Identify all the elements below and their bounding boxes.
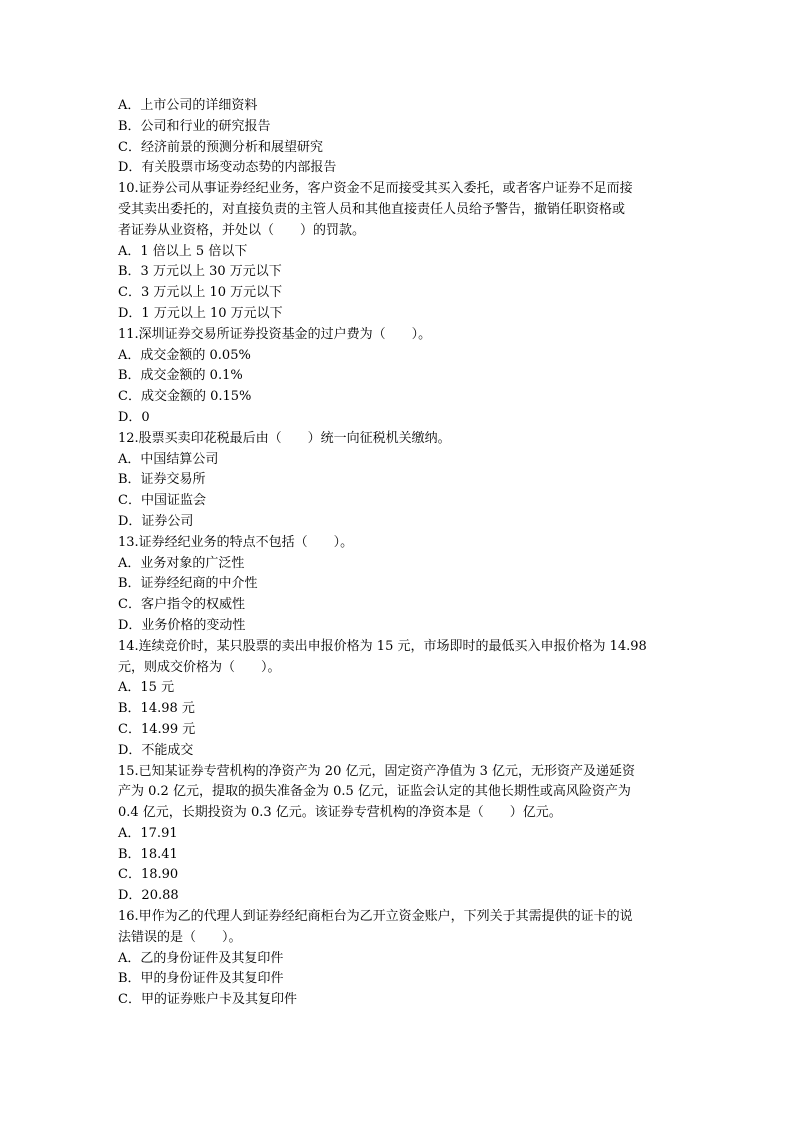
question-stem xyxy=(118,325,678,346)
question-stem xyxy=(118,762,678,824)
question-line: 0.4 亿元，长期投资为 0.3 亿元。该证券专营机构的净资本是（ ）亿元。 xyxy=(118,805,562,821)
question-line: 元，则成交价格为（ ）。 xyxy=(118,659,281,675)
answer-option: D．有关股票市场变动态势的内部报告 xyxy=(118,160,337,176)
question-stem xyxy=(118,179,678,241)
answer-option: A．17.91 xyxy=(118,825,178,841)
question-line: 11.深圳证券交易所证券投资基金的过户费为（ ）。 xyxy=(118,326,432,342)
answer-option: D．证券公司 xyxy=(118,513,194,529)
answer-option: A．1 倍以上 5 倍以下 xyxy=(118,243,248,259)
answer-option: A．业务对象的广泛性 xyxy=(118,555,245,571)
question-stem xyxy=(118,637,678,679)
answer-option: C．14.99 元 xyxy=(118,721,196,737)
answer-option: C．3 万元以上 10 万元以下 xyxy=(118,285,283,301)
answer-option: B．18.41 xyxy=(118,846,178,862)
answer-option: C．中国证监会 xyxy=(118,493,206,509)
answer-option: B．成交金额的 0.1% xyxy=(118,368,243,384)
answer-option: D．1 万元以上 10 万元以下 xyxy=(118,305,283,321)
question-stem xyxy=(118,907,678,949)
answer-option: B．14.98 元 xyxy=(118,701,195,717)
answer-option: A．15 元 xyxy=(118,680,175,696)
question-line: 13.证券经纪业务的特点不包括（ ）。 xyxy=(118,534,354,550)
answer-option: A．中国结算公司 xyxy=(118,451,219,467)
answer-option: C．客户指令的权威性 xyxy=(118,597,245,613)
answer-option: A．上市公司的详细资料 xyxy=(118,98,258,113)
answer-option: B．3 万元以上 30 万元以下 xyxy=(118,264,282,280)
answer-option: C．18.90 xyxy=(118,867,179,883)
answer-option: B．证券交易所 xyxy=(118,472,206,488)
exam-content xyxy=(118,96,678,1011)
answer-option: C．成交金额的 0.15% xyxy=(118,389,252,405)
question-line: 10.证券公司从事证券经纪业务，客户资金不足而接受其买入委托，或者客户证券不足而接 xyxy=(118,181,633,197)
answer-option: D．0 xyxy=(118,409,150,425)
answer-option: D．业务价格的变动性 xyxy=(118,617,246,633)
answer-option: B．公司和行业的研究报告 xyxy=(118,118,271,134)
question-stem xyxy=(118,429,678,450)
question-line: 产为 0.2 亿元，提取的损失准备金为 0.5 亿元，证监会认定的其他长期性或高风险资产为 xyxy=(118,784,631,800)
question-line: 16.甲作为乙的代理人到证券经纪商柜台为乙开立资金账户，下列关于其需提供的证卡的说 xyxy=(118,909,633,925)
answer-option: A．成交金额的 0.05% xyxy=(118,347,251,363)
question-line: 法错误的是（ ）。 xyxy=(118,929,242,945)
answer-option: A．乙的身份证件及其复印件 xyxy=(118,950,284,966)
question-line: 者证券从业资格，并处以（ ）的罚款。 xyxy=(118,222,366,238)
answer-option: D．不能成交 xyxy=(118,742,194,758)
question-line: 12.股票买卖印花税最后由（ ）统一向征税机关缴纳。 xyxy=(118,430,451,446)
answer-option: D．20.88 xyxy=(118,888,179,904)
answer-option: C．经济前景的预测分析和展望研究 xyxy=(118,139,323,155)
answer-option: C．甲的证券账户卡及其复印件 xyxy=(118,992,297,1008)
answer-option: B．甲的身份证件及其复印件 xyxy=(118,971,284,987)
question-line: 15.已知某证券专营机构的净资产为 20 亿元，固定资产净值为 3 亿元，无形资产及递延资 xyxy=(118,763,636,779)
question-line: 14.连续竞价时，某只股票的卖出申报价格为 15 元，市场即时的最低买入申报价格为 14.98 xyxy=(118,638,647,654)
answer-option: B．证券经纪商的中介性 xyxy=(118,576,258,592)
question-line: 受其卖出委托的，对直接负责的主管人员和其他直接责任人员给予警告，撤销任职资格或 xyxy=(118,201,626,217)
question-stem xyxy=(118,533,678,554)
